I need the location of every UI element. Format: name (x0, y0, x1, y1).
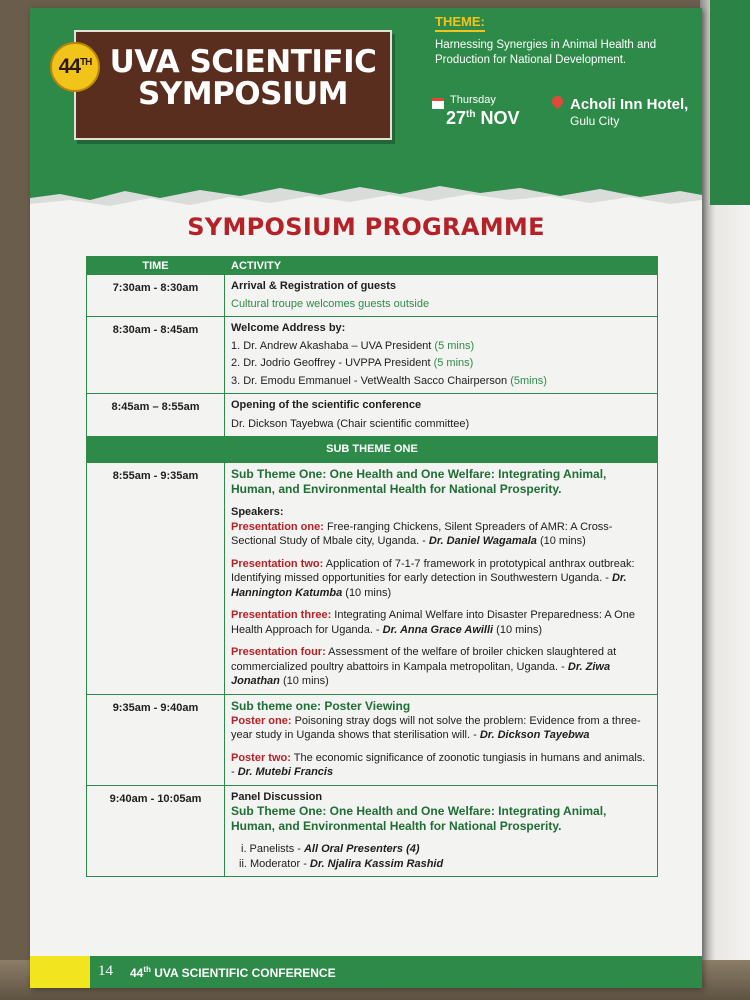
page-number: 14 (98, 963, 113, 979)
speaker-duration: (5 mins) (433, 357, 474, 369)
presenter-name: Dr. Hannington Katumba (231, 572, 627, 599)
symposium-title (98, 46, 388, 110)
edition-suffix: TH (80, 56, 92, 68)
presenter-name: Dr. Daniel Wagamala (428, 535, 537, 547)
presentation-label: Presentation four: (231, 646, 326, 658)
table-row (87, 394, 658, 437)
panelists-label: i. Panelists - (241, 843, 304, 855)
venue-city: Gulu City (570, 114, 620, 128)
footer-conference-name: UVA SCIENTIFIC CONFERENCE (150, 966, 336, 980)
presentation-text: Application of 7-1-7 framework in prototypical anthrax outbreak: Identifying missed opportunities for early detection in Southwestern Uganda. - (231, 557, 635, 584)
speaker-duration: (5mins) (510, 374, 547, 387)
table-row (87, 785, 658, 877)
presentation-item (231, 645, 651, 689)
theme-label: THEME: (435, 14, 485, 32)
presentation-label: Presentation one: (231, 520, 324, 533)
row-activity (225, 785, 658, 877)
speaker-text: 1. Dr. Andrew Akashaba – UVA President (231, 339, 435, 352)
date-day: Thursday (450, 94, 496, 106)
poster-label: Poster two: (231, 751, 291, 764)
activity-note: Dr. Dickson Tayebwa (Chair scientific committee) (231, 417, 470, 430)
footer-accent (30, 956, 90, 988)
subtheme-heading: SUB THEME ONE (87, 437, 658, 463)
col-header-time: TIME (87, 257, 225, 275)
table-row (87, 463, 658, 695)
presentation-duration: (10 mins) (493, 623, 543, 636)
moderator-value: Dr. Njalira Kassim Rashid (309, 857, 444, 870)
presenter-name: Dr. Mutebi Francis (237, 766, 334, 778)
presentation-text: Integrating Animal Welfare into Disaster Preparedness: A One Health Approach for Uganda. - (231, 609, 635, 636)
col-header-activity: ACTIVITY (225, 257, 658, 275)
table-row (87, 275, 658, 317)
presentation-text: Assessment of the welfare of broiler chicken slaughtered at commercialized poultry abattoirs in Kampala metropolitan, Uganda. - (231, 646, 617, 673)
poster-text: Poisoning stray dogs will not solve the problem: Evidence from a three-year study in Uganda shows that sterilisation will. - (231, 714, 641, 741)
theme-line-1: Harnessing Synergies in Animal Health and (435, 39, 657, 51)
row-activity (225, 275, 658, 317)
presentation-item (231, 608, 651, 637)
subtheme-heading-row (87, 437, 658, 463)
speaker-text: 3. Dr. Emodu Emmanuel - VetWealth Sacco Chairperson (231, 374, 511, 387)
table-row (87, 694, 658, 785)
programme-title: SYMPOSIUM PROGRAMME (187, 213, 545, 241)
presenter-name: Dr. Dickson Tayebwa (479, 729, 590, 741)
row-time: 9:40am - 10:05am (87, 785, 225, 877)
date-month: NOV (480, 108, 520, 128)
title-line-2: SYMPOSIUM (137, 76, 349, 112)
date-number: 27 (446, 108, 467, 128)
table-row (87, 317, 658, 394)
programme-page (30, 8, 702, 988)
speaker-text: 2. Dr. Jodrio Geoffrey - UVPPA President (231, 357, 434, 369)
row-time: 8:30am - 8:45am (87, 317, 225, 394)
speaker-item (231, 339, 651, 354)
session-heading: Sub Theme One: One Health and One Welfare: Integrating Animal, Human, and Environmental Health for National Prosperity. (231, 467, 607, 496)
theme-line-2: Production for National Development. (435, 54, 627, 66)
title-line-1: UVA SCIENTIFIC (109, 44, 377, 80)
presentation-label: Presentation three: (231, 609, 332, 621)
poster-item (231, 751, 651, 780)
row-time: 8:45am – 8:55am (87, 394, 225, 437)
edition-badge (50, 42, 100, 92)
row-activity (225, 694, 658, 785)
speaker-item (231, 374, 651, 389)
moderator-line (231, 857, 651, 872)
footer-edition: 44 (130, 966, 144, 980)
footer-title (130, 965, 336, 980)
poster-text: The economic significance of zoonotic tungiasis in humans and animals. - (231, 751, 646, 778)
panel-heading: Sub Theme One: One Health and One Welfare: Integrating Animal, Human, and Environmental Health for National Prosperity. (231, 804, 607, 833)
background-green-edge (710, 0, 750, 205)
activity-note: Cultural troupe welcomes guests outside (231, 297, 430, 310)
moderator-label: ii. Moderator - (239, 857, 310, 870)
presentation-label: Presentation two: (231, 557, 324, 570)
speakers-label: Speakers: (231, 506, 284, 518)
presentation-item (231, 557, 651, 601)
presentation-duration: (10 mins) (279, 675, 329, 687)
calendar-icon (432, 98, 444, 109)
table-header-row (87, 257, 658, 275)
edition-number: 44 (58, 55, 80, 78)
panelists-line (231, 842, 651, 857)
poster-label: Poster one: (231, 714, 292, 727)
row-time: 9:35am - 9:40am (87, 694, 225, 785)
footer-edition-suffix: th (143, 965, 151, 974)
event-date (446, 108, 520, 129)
date-suffix: th (466, 109, 476, 120)
presentation-duration: (10 mins) (536, 535, 586, 547)
row-time: 8:55am - 9:35am (87, 463, 225, 695)
presenter-name: Dr. Ziwa Jonathan (231, 660, 611, 687)
activity-title: Opening of the scientific conference (231, 399, 422, 411)
programme-table (86, 256, 658, 877)
panelists-value: All Oral Presenters (4) (303, 843, 420, 855)
presentation-duration: (10 mins) (342, 586, 392, 599)
presentation-text: Free-ranging Chickens, Silent Spreaders of AMR: A Cross-Sectional Study of Mbale city, Uganda. - (231, 520, 613, 547)
speaker-duration: (5 mins) (434, 339, 475, 352)
presentation-item (231, 520, 651, 549)
theme-text (435, 38, 690, 68)
speaker-item (231, 356, 651, 371)
poster-heading: Sub theme one: Poster Viewing (231, 698, 411, 713)
activity-title: Arrival & Registration of guests (231, 280, 397, 292)
row-time: 7:30am - 8:30am (87, 275, 225, 317)
presenter-name: Dr. Anna Grace Awilli (382, 623, 494, 636)
row-activity (225, 394, 658, 437)
activity-title: Welcome Address by: (231, 322, 346, 334)
venue-name: Acholi Inn Hotel, (570, 96, 689, 113)
poster-item (231, 714, 651, 743)
row-activity (225, 463, 658, 695)
row-activity (225, 317, 658, 394)
panel-label: Panel Discussion (231, 790, 323, 803)
